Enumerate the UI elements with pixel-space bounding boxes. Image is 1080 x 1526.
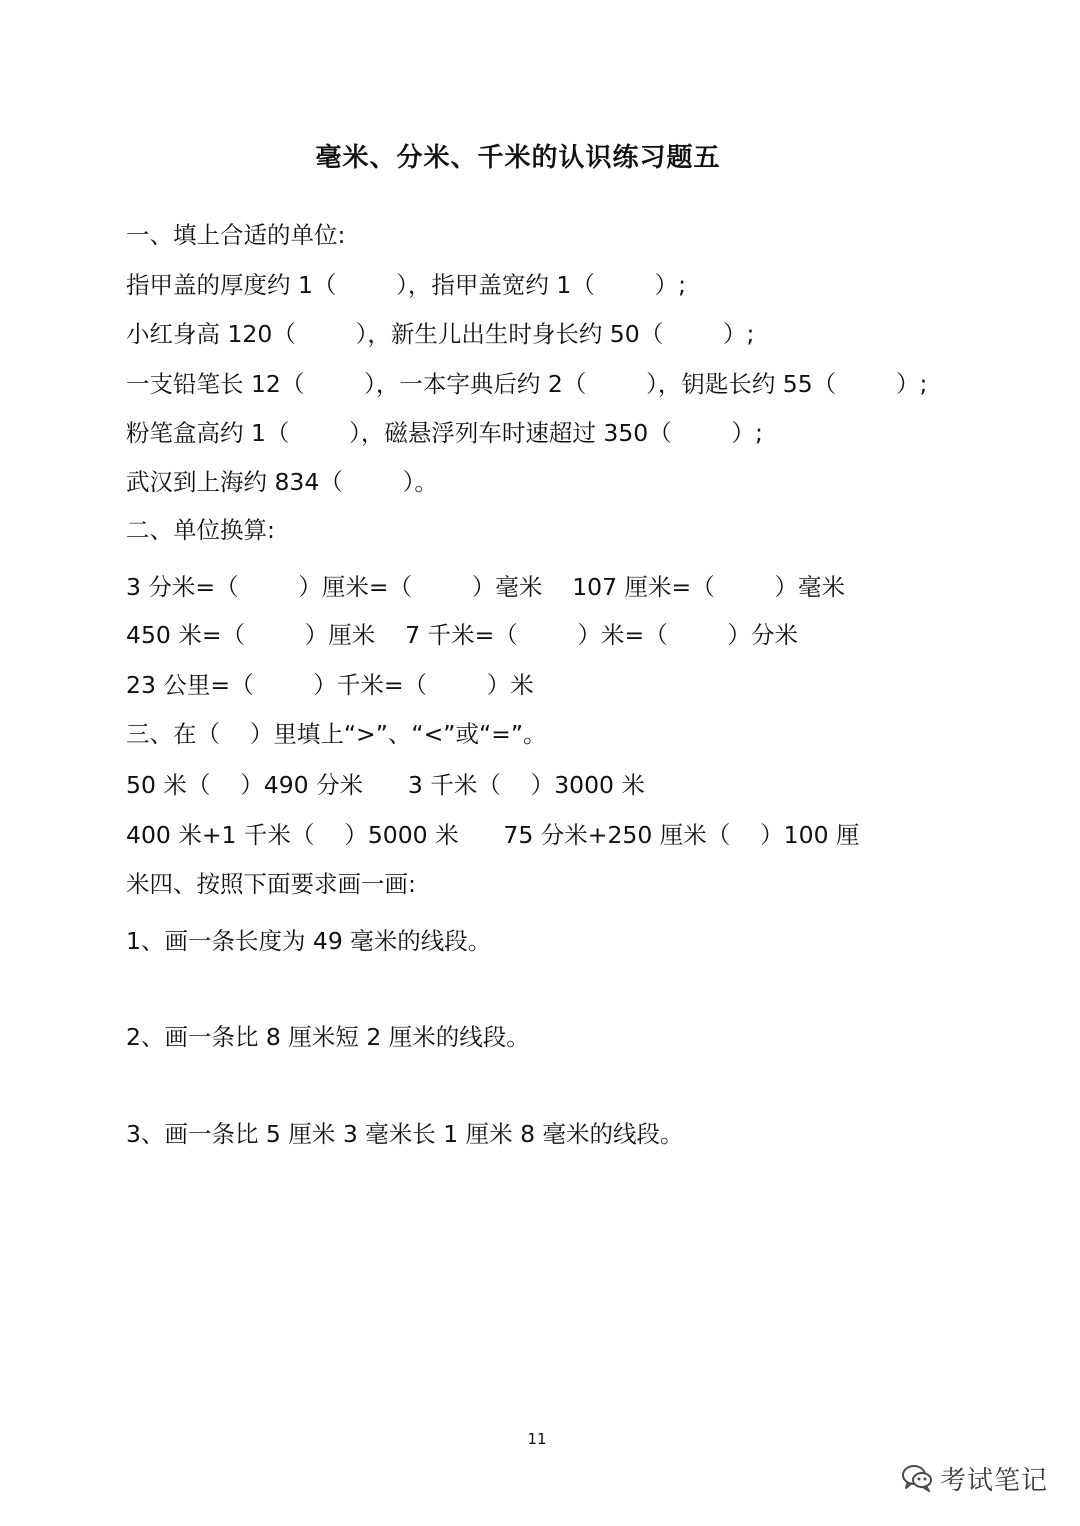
drawing-task: 3、画一条比 5 厘米 3 毫米长 1 厘米 8 毫米的线段。	[126, 1120, 684, 1148]
section-heading-2: 二、单位换算:	[126, 516, 275, 544]
question-line: 粉笔盒高约 1（ ），磁悬浮列车时速超过 350（ ）;	[126, 419, 763, 447]
section-heading-3: 三、在（ ）里填上“>”、“<”或“=”。	[126, 720, 547, 748]
section-heading-4: 米四、按照下面要求画一画:	[126, 870, 416, 898]
section-heading-1: 一、填上合适的单位:	[126, 221, 346, 249]
question-line: 400 米+1 千米（ ）5000 米 75 分米+250 厘米（ ）100 厘	[126, 821, 860, 849]
question-line: 指甲盖的厚度约 1（ ），指甲盖宽约 1（ ）;	[126, 271, 687, 299]
question-line: 武汉到上海约 834（ ）。	[126, 468, 438, 496]
watermark-text: 考试笔记	[940, 1465, 1049, 1496]
drawing-task: 1、画一条长度为 49 毫米的线段。	[126, 927, 492, 955]
question-line: 50 米（ ）490 分米 3 千米（ ）3000 米	[126, 771, 645, 799]
question-line: 小红身高 120（ ），新生儿出生时身长约 50（ ）;	[126, 320, 755, 348]
question-line: 450 米=（ ）厘米 7 千米=（ ）米=（ ）分米	[126, 621, 798, 649]
question-line: 一支铅笔长 12（ ），一本字典后约 2（ ），钥匙长约 55（ ）;	[126, 370, 928, 398]
wechat-bubble-icon	[900, 1461, 934, 1495]
page-title: 毫米、分米、千米的认识练习题五	[315, 143, 721, 173]
watermark	[900, 1458, 1048, 1498]
page-number: 11	[527, 1430, 547, 1448]
question-line: 23 公里=（ ）千米=（ ）米	[126, 671, 534, 699]
question-line: 3 分米=（ ）厘米=（ ）毫米 107 厘米=（ ）毫米	[126, 573, 845, 601]
drawing-task: 2、画一条比 8 厘米短 2 厘米的线段。	[126, 1023, 530, 1051]
